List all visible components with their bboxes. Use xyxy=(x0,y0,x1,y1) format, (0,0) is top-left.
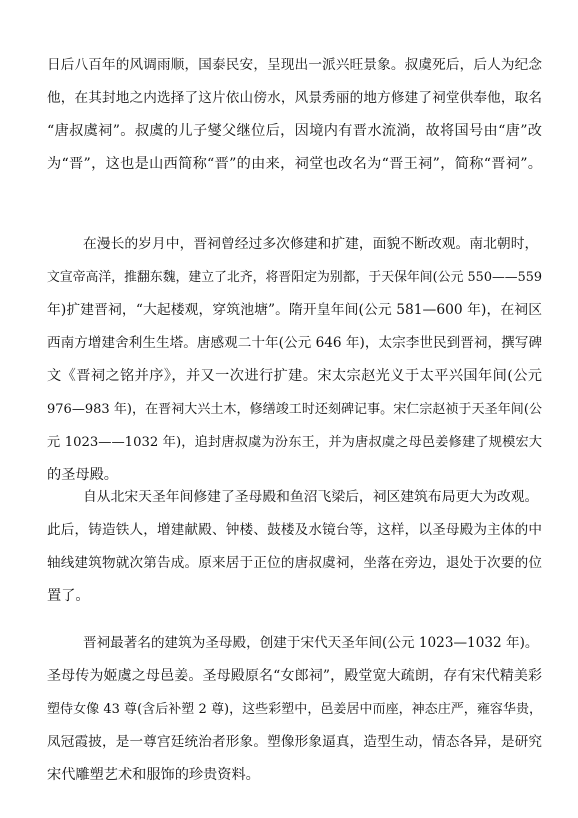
text-line: 圣母传为姬虞之母邑姜。圣母殿原名“女郎祠”，殿堂宽大疏朗，存有宋代精美彩 xyxy=(47,668,542,684)
text-line: 元 1023——1032 年)，追封唐叔虞为汾东王，并为唐叔虞之母邑姜修建了规模宏大 xyxy=(47,435,542,450)
paragraph-shengmu-hall xyxy=(47,627,542,792)
text-line: 凤冠霞披，是一尊宫廷统治者形象。塑像形象逼真，造型生动，情态各异，是研究 xyxy=(47,734,542,750)
text-line: 轴线建筑物就次第告成。原来居于正位的唐叔虞祠，坐落在旁边，退处于次要的位 xyxy=(47,555,542,571)
text-line: 文宣帝高洋，推翻东魏，建立了北齐，将晋阳定为别都，于天保年间(公元 550——559 xyxy=(47,270,542,285)
paragraph-jinci-history xyxy=(47,228,542,492)
text-line: 宋代雕塑艺术和服饰的珍贵资料。 xyxy=(47,767,260,783)
text-line: 此后，铸造铁人，增建献殿、钟楼、鼓楼及水镜台等，这样，以圣母殿为主体的中 xyxy=(47,522,542,538)
text-line: 置了。 xyxy=(47,588,90,604)
text-line: 日后八百年的风调雨顺，国泰民安，呈现出一派兴旺景象。叔虞死后，后人为纪念 xyxy=(47,57,542,73)
text-line: 西南方增建舍利生生塔。唐感观二十年(公元 646 年)，太宗李世民到晋祠，撰写碑 xyxy=(47,335,542,351)
text-line: 为“晋”，这也是山西简称“晋”的由来，祠堂也改名为“晋王祠”，简称“晋祠”。 xyxy=(47,156,542,172)
text-line: 自从北宋天圣年间修建了圣母殿和鱼沼飞梁后，祠区建筑布局更大为改观。 xyxy=(83,489,539,505)
text-line: 塑侍女像 43 尊(含后补塑 2 尊)，这些彩塑中，邑姜居中而座，神态庄严，雍容华贵， xyxy=(47,702,542,717)
text-line: 文《晋祠之铭并序》，并又一次进行扩建。宋太宗赵光义于太平兴国年间(公元 xyxy=(47,368,542,384)
paragraph-layout-change xyxy=(47,481,542,613)
text-line: 年)扩建晋祠，“大起楼观，穿筑池塘”。隋开皇年间(公元 581—600 年)，在祠区 xyxy=(47,302,542,318)
paragraph-tang-shu-yu-shrine xyxy=(47,49,542,181)
text-line: 在漫长的岁月中，晋祠曾经过多次修建和扩建，面貌不断改观。南北朝时， xyxy=(83,236,539,252)
text-line: 976—983 年)，在晋祠大兴土木，修缮竣工时还刻碑记事。宋仁宗赵祯于天圣年间(公 xyxy=(47,402,542,417)
text-line: 他，在其封地之内选择了这片依山傍水，风景秀丽的地方修建了祠堂供奉他，取名 xyxy=(47,90,542,106)
text-line: 晋祠最著名的建筑为圣母殿，创建于宋代天圣年间(公元 1023—1032 年)。 xyxy=(83,635,539,651)
text-line: “唐叔虞祠”。叔虞的儿子燮父继位后，因境内有晋水流淌，故将国号由“唐”改 xyxy=(47,123,542,139)
text-line: 的圣母殿。 xyxy=(47,467,118,483)
